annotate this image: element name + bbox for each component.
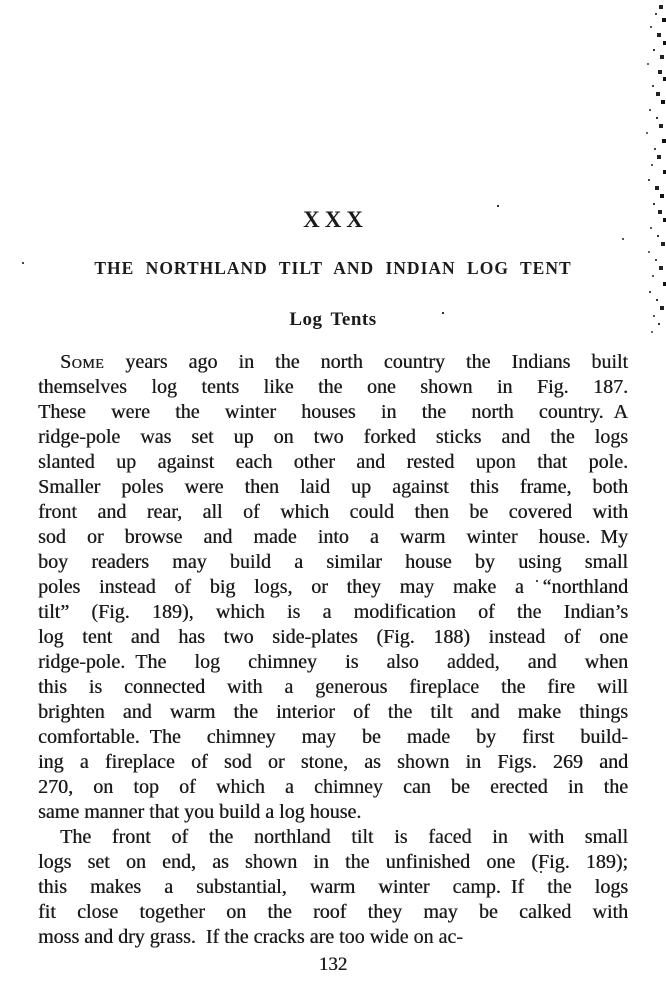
text-line: ridge-pole. The log chimney is also added, and when	[38, 651, 628, 673]
chapter-title: THE NORTHLAND TILT AND INDIAN LOG TENT	[94, 258, 572, 278]
text-line: The front of the northland tilt is faced in with small	[60, 826, 628, 848]
text-line: log tent and has two side-plates (Fig. 188) instead of one	[38, 626, 628, 648]
page-number: 132	[318, 954, 348, 975]
text-line: poles instead of big logs, or they may make a “northland	[38, 576, 628, 598]
text-line: themselves log tents like the one shown in Fig. 187.	[38, 376, 628, 398]
text-line: same manner that you build a log house.	[38, 801, 362, 823]
text-line: ridge-pole was set up on two forked sticks and the logs	[38, 426, 628, 448]
chapter-number: XXX	[303, 207, 368, 232]
text-line: front and rear, all of which could then be covered with	[38, 501, 628, 523]
smallcaps-lead-word: Some	[60, 351, 105, 373]
text-line: Smaller poles were then laid up against this frame, both	[38, 476, 628, 498]
text-line: fit close together on the roof they may be calked with	[38, 901, 628, 923]
text-line: moss and dry grass. If the cracks are too wide on ac-	[38, 926, 463, 948]
text-line: ing a fireplace of sod or stone, as shown in Figs. 269 and	[38, 751, 628, 773]
text-line: Some years ago in the north country the Indians built	[60, 351, 628, 373]
text-line: sod or browse and made into a warm winter house. My	[38, 526, 628, 548]
text-line: logs set on end, as shown in the unfinished one (Fig. 189);	[38, 851, 628, 873]
paragraph	[38, 350, 628, 825]
scan-noise-speckles	[0, 0, 2, 2]
text-line: this is connected with a generous fireplace the fire will	[38, 676, 628, 698]
text-line: boy readers may build a similar house by using small	[38, 551, 628, 573]
text-line: this makes a substantial, warm winter camp. If the logs	[38, 876, 628, 898]
text-line: 270, on top of which a chimney can be erected in the	[38, 776, 628, 798]
section-subtitle: Log Tents	[289, 309, 377, 330]
body-text	[38, 350, 628, 950]
text-line: These were the winter houses in the north country. A	[38, 401, 628, 423]
paragraph	[38, 825, 628, 950]
text-line: brighten and warm the interior of the tilt and make things	[38, 701, 628, 723]
text-line: tilt” (Fig. 189), which is a modification of the Indian’s	[38, 601, 628, 623]
text-line: slanted up against each other and rested upon that pole.	[38, 451, 628, 473]
text-line: comfortable. The chimney may be made by first build-	[38, 726, 628, 748]
